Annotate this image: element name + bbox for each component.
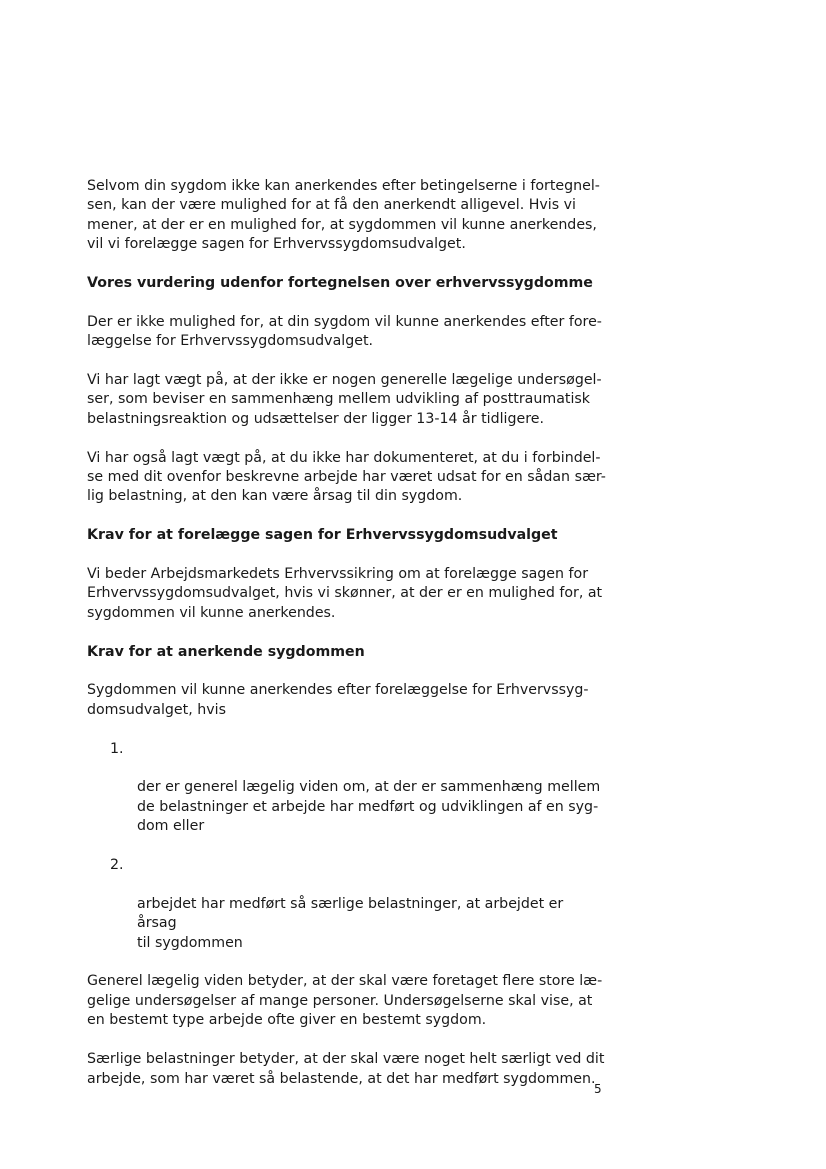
list-item-number: 2. xyxy=(110,857,124,874)
list-item xyxy=(87,740,607,837)
general-knowledge-paragraph: Generel lægelig viden betyder, at der skal være foretaget flere store læ- gelige undersøgelser af mange personer. Undersøgelserne skal vise, at en bestemt type arbejde ofte giver en bestemt sygdom. xyxy=(87,973,603,1029)
emphasis-paragraph-1: Vi har lagt vægt på, at der ikke er nogen generelle lægelige undersøgel- ser, som beviser en sammenhæng mellem udvikling af posttraumatisk belastningsreaktion og udsættelser der ligger 13-14 år tidligere. xyxy=(87,372,602,427)
page-number: 5 xyxy=(594,1082,602,1096)
intro-paragraph: Selvom din sygdom ikke kan anerkendes efter betingelserne i fortegnel- sen, kan der være mulighed for at få den anerkendt alligevel. Hvis vi mener, at der er en mulighed for, at sygdommen vil kunne anerkendes, vil vi forelægge sagen for Erhvervssygdomsudvalget. xyxy=(87,178,600,253)
requirements-list xyxy=(87,740,607,953)
document-body xyxy=(87,177,607,1108)
no-possibility-paragraph: Der er ikke mulighed for, at din sygdom vil kunne anerkendes efter fore- læggelse for Erhvervssygdomsudvalget. xyxy=(87,313,602,350)
list-item xyxy=(87,856,607,953)
recognize-requirements-heading: Krav for at anerkende sygdommen xyxy=(87,643,365,660)
recognize-paragraph: Sygdommen vil kunne anerkendes efter forelæggelse for Erhvervssyg- domsudvalget, hvis xyxy=(87,682,589,718)
list-item-text: der er generel lægelig viden om, at der er sammenhæng mellem de belastninger et arbejde har medført og udviklingen af en syg- dom eller xyxy=(137,779,601,835)
emphasis-paragraph-2: Vi har også lagt vægt på, at du ikke har dokumenteret, at du i forbindel- se med dit ovenfor beskrevne arbejde har været udsat for en sådan sær- lig belastning, at den kan være årsag til din sygdom. xyxy=(87,449,606,505)
special-burdens-paragraph: Særlige belastninger betyder, at der skal være noget helt særligt ved dit arbejde, som har været så belastende, at det har medført sygdommen. xyxy=(87,1051,605,1087)
assessment-heading: Vores vurdering udenfor fortegnelsen over erhvervssygdomme xyxy=(87,275,593,292)
list-item-text: arbejdet har medført så særlige belastninger, at arbejdet er årsag til sygdommen xyxy=(137,895,564,951)
present-requirements-heading: Krav for at forelægge sagen for Erhvervssygdomsudvalget xyxy=(87,527,558,544)
list-item-number: 1. xyxy=(110,740,124,757)
present-paragraph: Vi beder Arbejdsmarkedets Erhvervssikring om at forelægge sagen for Erhvervssygdomsudvalget, hvis vi skønner, at der er en mulighed for, at sygdommen vil kunne anerkendes. xyxy=(87,566,603,621)
